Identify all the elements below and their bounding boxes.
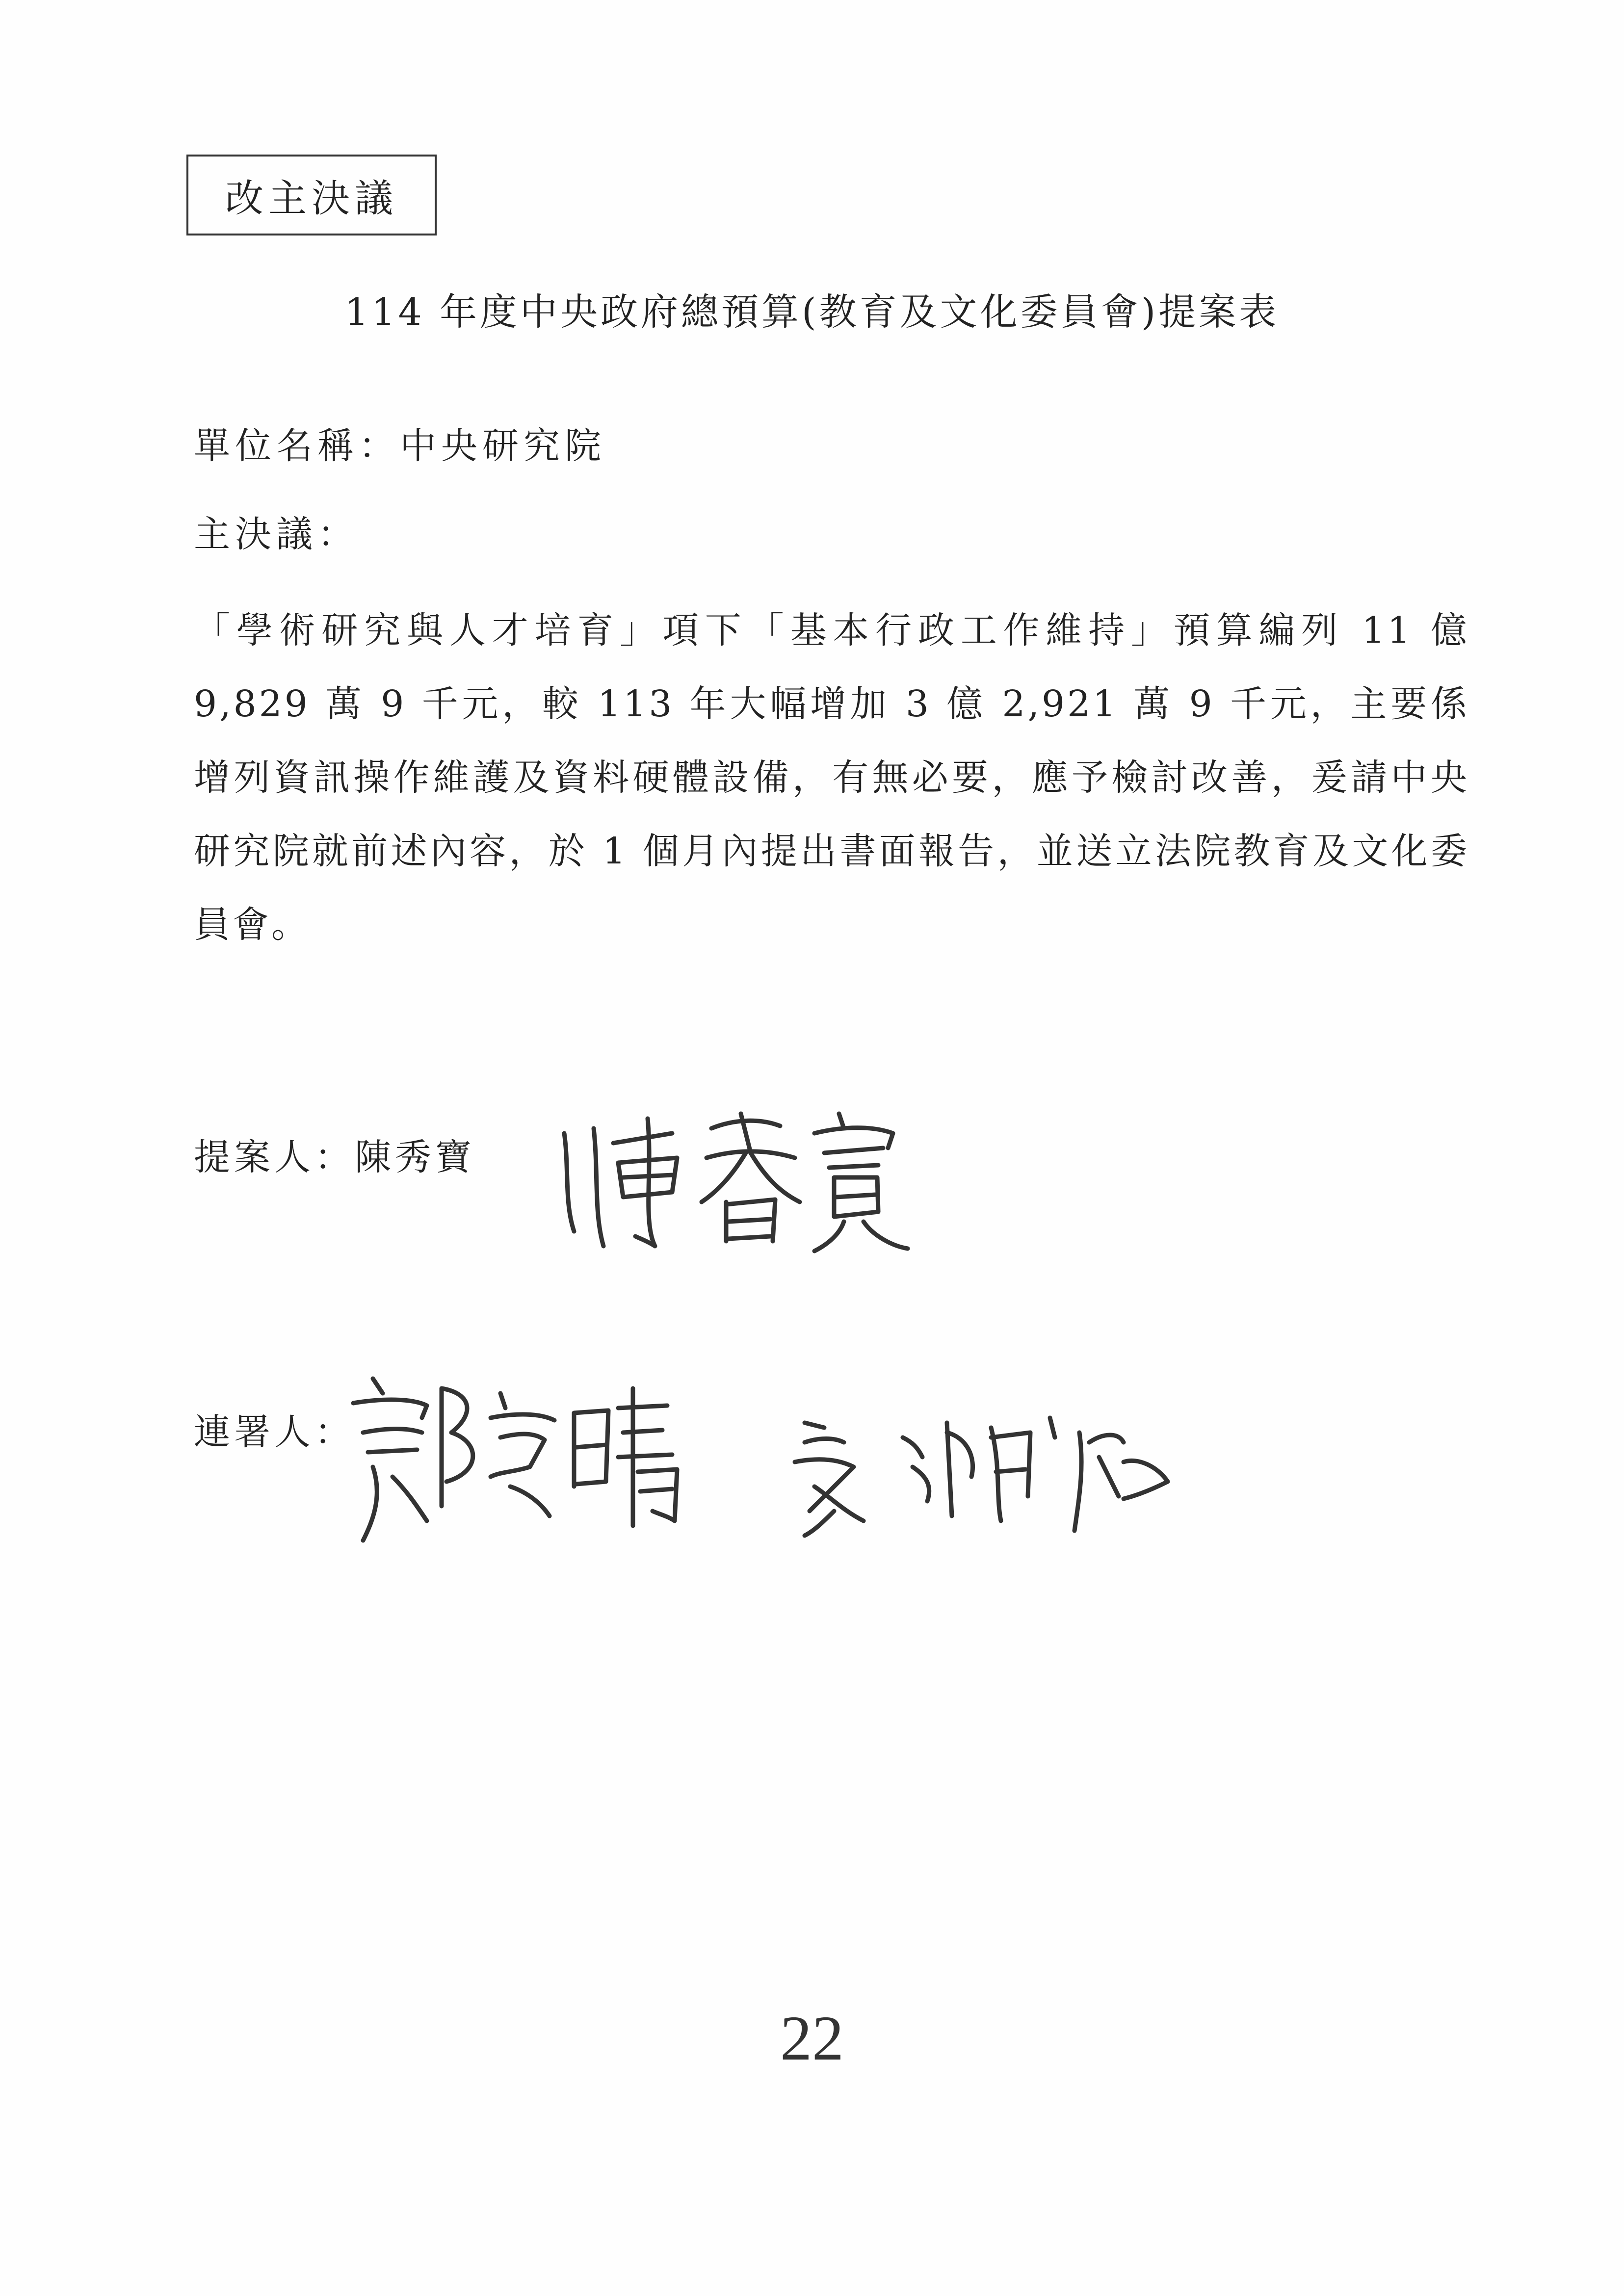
amendment-box-label: 改主決議 [186,155,437,235]
page-number: 22 [780,2003,844,2074]
unit-value: 中央研究院 [400,425,606,467]
resolution-heading: 主決議： [194,513,359,555]
proposer-label: 提案人： [194,1136,355,1178]
proposer-line [194,1128,475,1180]
document-title: 114 年度中央政府總預算(教育及文化委員會)提案表 [344,290,1280,334]
resolution-text: 「學術研究與人才培育」項下「基本行政工作維持」預算編列 11 億 9,829 萬 9 千元，較 113 年大幅增加 3 億 2,921 萬 9 千元，主要係增列資訊操作維護及資料硬體設備，有無必要，應予檢討改善，爰請中央研究院就前述內容，於 1 個月內提出書面報告，並送立法院教育及文化委員會。 [194,609,1469,946]
cosigner-signature-1 [343,1359,716,1555]
proposer-signature [550,1099,952,1261]
unit-line [194,417,606,469]
cosigner-line [194,1403,355,1455]
cosigner-signature-2 [785,1398,1187,1545]
proposer-name: 陳秀寶 [355,1136,475,1178]
unit-label: 單位名稱： [194,425,400,467]
cosigner-label: 連署人： [194,1411,355,1453]
